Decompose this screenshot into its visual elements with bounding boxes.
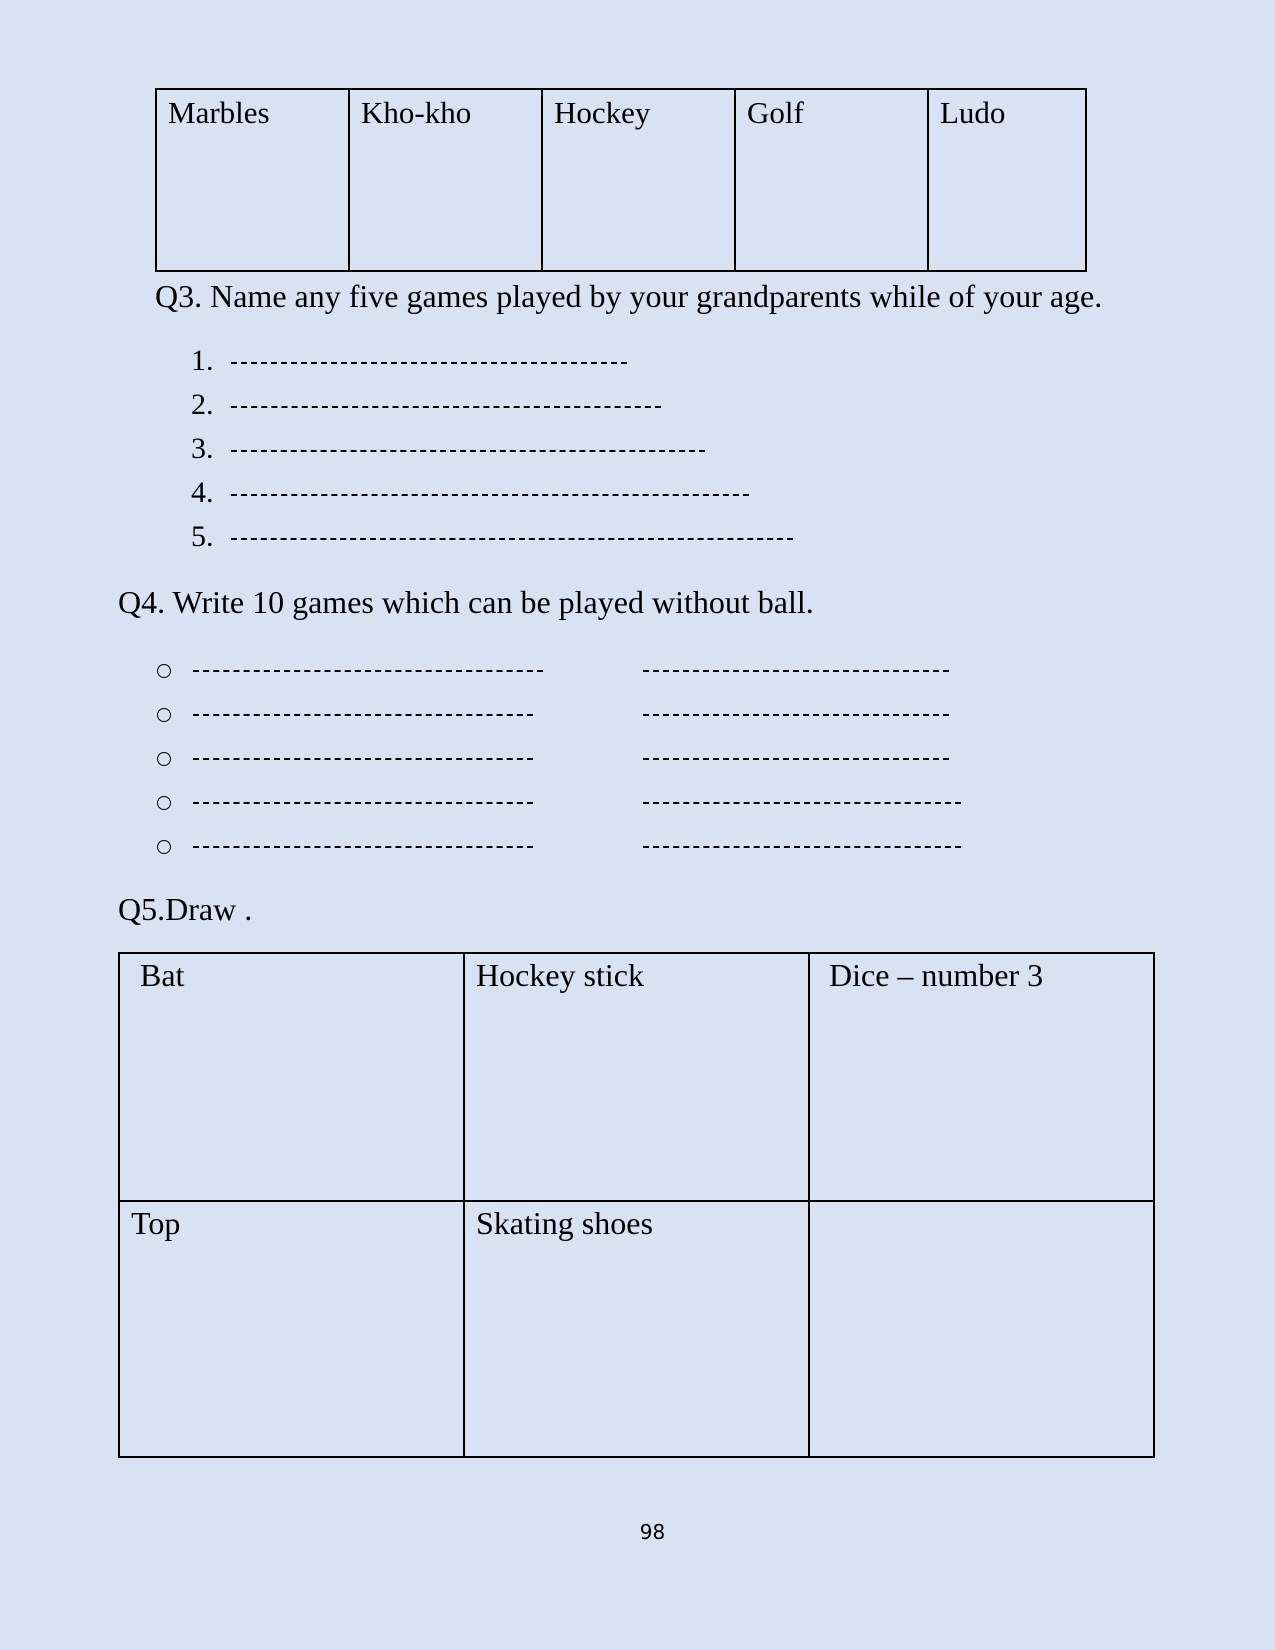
q3-item-number: 2.: [191, 388, 214, 421]
q3-question: Q3. Name any five games played by your grandparents while of your age.: [155, 278, 1103, 314]
answer-blank: [643, 758, 949, 760]
games-cell-kho-kho: Kho-kho: [349, 89, 542, 271]
draw-table-row: [119, 953, 1154, 1201]
bullet-icon: [157, 752, 171, 766]
answer-blank: [643, 670, 949, 672]
q4-answer-row: [157, 700, 1057, 730]
draw-table: [118, 952, 1155, 1458]
answer-blank: [231, 450, 705, 452]
q3-answer-line: [191, 390, 661, 420]
answer-blank: [643, 846, 961, 848]
bullet-icon: [157, 708, 171, 722]
q3-item-number: 1.: [191, 344, 214, 377]
draw-cell-skating-shoes: Skating shoes: [464, 1201, 809, 1457]
draw-cell-dice: Dice – number 3: [809, 953, 1154, 1201]
bullet-icon: [157, 796, 171, 810]
draw-cell-empty: [809, 1201, 1154, 1457]
q3-answer-line: [191, 434, 705, 464]
games-cell-hockey: Hockey: [542, 89, 735, 271]
answer-blank: [643, 802, 961, 804]
q5-question: Q5.Draw .: [118, 891, 253, 927]
answer-blank: [193, 670, 543, 672]
q4-answer-row: [157, 788, 1057, 818]
q3-answer-line: [191, 522, 793, 552]
answer-blank: [193, 846, 533, 848]
draw-cell-bat: Bat: [119, 953, 464, 1201]
bullet-icon: [157, 840, 171, 854]
games-cell-ludo: Ludo: [928, 89, 1086, 271]
answer-blank: [643, 714, 949, 716]
q3-item-number: 3.: [191, 432, 214, 465]
games-cell-golf: Golf: [735, 89, 928, 271]
draw-cell-hockey-stick: Hockey stick: [464, 953, 809, 1201]
q3-item-number: 4.: [191, 476, 214, 509]
page-number: 98: [639, 1520, 666, 1544]
bullet-icon: [157, 664, 171, 678]
answer-blank: [231, 538, 793, 540]
games-table: [155, 88, 1087, 272]
answer-blank: [231, 406, 661, 408]
games-table-row: [156, 89, 1086, 271]
answer-blank: [193, 714, 533, 716]
q4-answer-row: [157, 656, 1057, 686]
q4-question: Q4. Write 10 games which can be played without ball.: [118, 584, 814, 620]
answer-blank: [231, 494, 749, 496]
answer-blank: [193, 802, 533, 804]
q3-answer-line: [191, 346, 627, 376]
q4-answer-row: [157, 832, 1057, 862]
games-cell-marbles: Marbles: [156, 89, 349, 271]
answer-blank: [193, 758, 533, 760]
q3-answer-line: [191, 478, 749, 508]
draw-cell-top: Top: [119, 1201, 464, 1457]
q3-item-number: 5.: [191, 520, 214, 553]
q4-answer-row: [157, 744, 1057, 774]
answer-blank: [231, 362, 627, 364]
draw-table-row: [119, 1201, 1154, 1457]
